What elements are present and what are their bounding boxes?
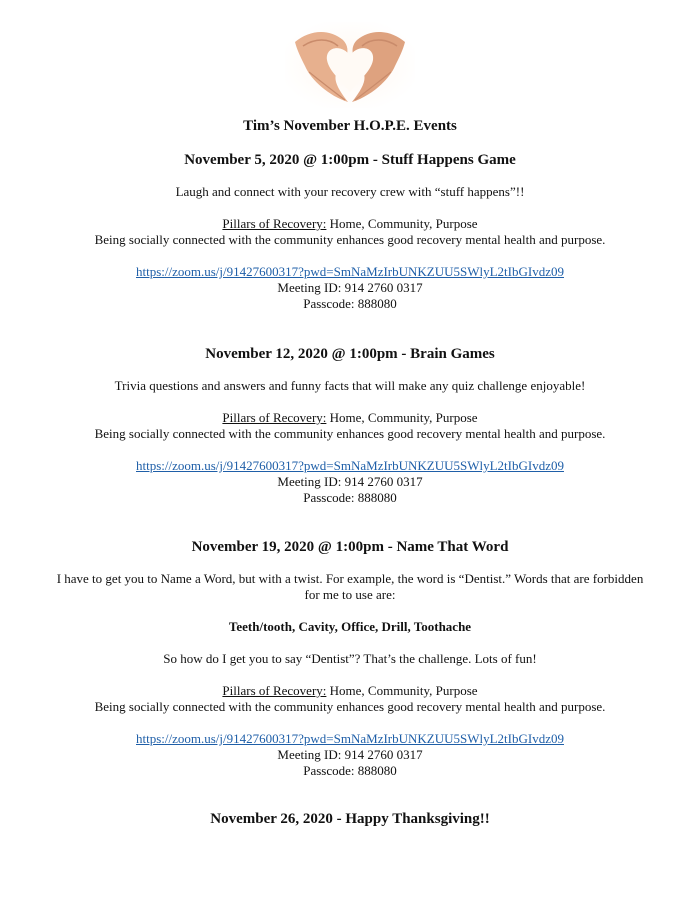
event-3	[0, 538, 700, 779]
event-description: Trivia questions and answers and funny facts that will make any quiz challenge enjoyable!	[114, 378, 586, 393]
pillars-line	[0, 683, 700, 699]
pillars-label: Pillars of Recovery:	[222, 216, 327, 231]
social-note: Being socially connected with the community enhances good recovery mental health and purpose.	[94, 232, 606, 247]
zoom-link[interactable]: https://zoom.us/j/91427600317?pwd=SmNaMzIrbUNKZUU5SWlyL2tIbGIvdz09	[136, 731, 564, 746]
closing-heading: November 26, 2020 - Happy Thanksgiving!!	[210, 811, 490, 827]
passcode: Passcode: 888080	[303, 296, 397, 311]
pillars-label: Pillars of Recovery:	[222, 683, 327, 698]
pillars-value: Home, Community, Purpose	[326, 683, 478, 698]
meeting-id: Meeting ID: 914 2760 0317	[277, 747, 423, 762]
event-description: I have to get you to Name a Word, but with a twist. For example, the word is “Dentist.” Words that are forbidden for me to use are:	[56, 571, 644, 602]
pillars-value: Home, Community, Purpose	[326, 410, 478, 425]
challenge-text: So how do I get you to say “Dentist”? That’s the challenge. Lots of fun!	[163, 651, 537, 666]
passcode: Passcode: 888080	[303, 490, 397, 505]
forbidden-words: Teeth/tooth, Cavity, Office, Drill, Toothache	[228, 619, 472, 634]
passcode: Passcode: 888080	[303, 763, 397, 778]
zoom-link[interactable]: https://zoom.us/j/91427600317?pwd=SmNaMzIrbUNKZUU5SWlyL2tIbGIvdz09	[136, 458, 564, 473]
social-note: Being socially connected with the community enhances good recovery mental health and purpose.	[94, 426, 606, 441]
event-description: Laugh and connect with your recovery crew with “stuff happens”!!	[175, 184, 525, 199]
page-title: Tim’s November H.O.P.E. Events	[243, 118, 457, 134]
pillars-value: Home, Community, Purpose	[326, 216, 478, 231]
event-heading: November 19, 2020 @ 1:00pm - Name That Word	[191, 539, 509, 555]
social-note: Being socially connected with the community enhances good recovery mental health and purpose.	[94, 699, 606, 714]
zoom-link[interactable]: https://zoom.us/j/91427600317?pwd=SmNaMzIrbUNKZUU5SWlyL2tIbGIvdz09	[136, 264, 564, 279]
pillars-line	[0, 410, 700, 426]
meeting-id: Meeting ID: 914 2760 0317	[277, 474, 423, 489]
event-heading: November 12, 2020 @ 1:00pm - Brain Games	[205, 346, 495, 362]
heart-hands-icon	[285, 22, 415, 108]
event-heading: November 5, 2020 @ 1:00pm - Stuff Happens Game	[184, 152, 516, 168]
meeting-id: Meeting ID: 914 2760 0317	[277, 280, 423, 295]
event-2	[0, 345, 700, 506]
pillars-line	[0, 216, 700, 232]
pillars-label: Pillars of Recovery:	[222, 410, 327, 425]
event-1	[0, 151, 700, 312]
